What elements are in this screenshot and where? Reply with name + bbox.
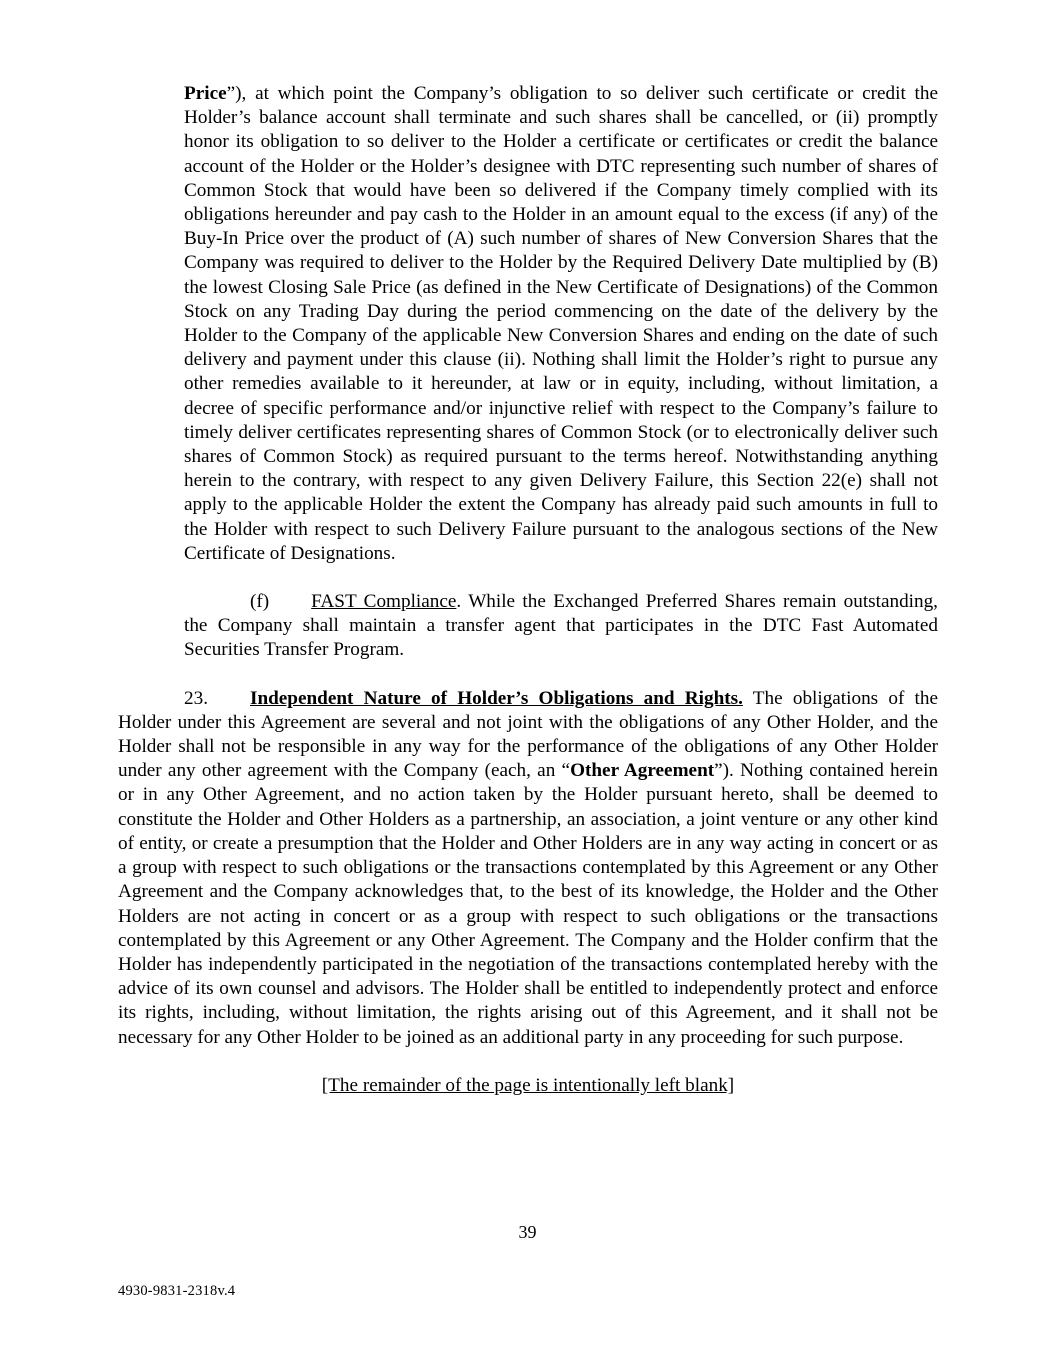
- paragraph-22e-body: ”), at which point the Company’s obligation to so deliver such certificate or credit the Holder’s balance account shall terminate and such shares shall be cancelled, or (ii) promptly honor its obligation to so deliver to the Holder a certificate or certificates or credit the balance account of the Holder or the Holder’s designee with DTC representing such number of shares of Common Stock that would have been so delivered if the Company timely complied with its obligations hereunder and pay cash to the Holder in an amount equal to the excess (if any) of the Buy-In Price over the product of (A) such number of shares of New Conversion Shares that the Company was required to deliver to the Holder by the Required Delivery Date multiplied by (B) the lowest Closing Sale Price (as defined in the New Certificate of Designations) of the Common Stock on any Trading Day during the period commencing on the date of the delivery by the Holder to the Company of the applicable New Conversion Shares and ending on the date of such delivery and payment under this clause (ii). Nothing shall limit the Holder’s right to pursue any other remedies available to it hereunder, at law or in equity, including, without limitation, a decree of specific performance and/or injunctive relief with respect to the Company’s failure to timely deliver certificates representing shares of Common Stock (or to electronically deliver such shares of Common Stock) as required pursuant to the terms hereof. Notwithstanding anything herein to the contrary, with respect to any given Delivery Failure, this Section 22(e) shall not apply to the applicable Holder the extent the Company has already paid such amounts in full to the Holder with respect to such Delivery Failure pursuant to the analogous sections of the New Certificate of Designations.: [184, 83, 938, 564]
- section-23-body-part2: ”). Nothing contained herein or in any Other Agreement, and no action taken by the Holder pursuant hereto, shall be deemed to constitute the Holder and Other Holders as a partnership, an association, a joint venture or any other kind of entity, or create a presumption that the Holder and Other Holders are in any way acting in concert or as a group with respect to such obligations or the transactions contemplated by this Agreement or any Other Agreement and the Company acknowledges that, to the best of its knowledge, the Holder and the Other Holders are not acting in concert or as a group with respect to such obligations or the transactions contemplated by this Agreement or any Other Agreement. The Company and the Holder confirm that the Holder has independently participated in the negotiation of the transactions contemplated hereby with the advice of its own counsel and advisors. The Holder shall be entitled to independently protect and enforce its rights, including, without limitation, the rights arising out of this Agreement, and it shall not be necessary for any Other Holder to be joined as an additional party in any proceeding for such purpose.: [118, 760, 939, 1048]
- section-23-text: [118, 687, 938, 1050]
- paragraph-spacer-2: [118, 663, 938, 687]
- footer-document-code: 4930-9831-2318v.4: [118, 1283, 236, 1299]
- paragraph-22e-continued: [184, 82, 938, 566]
- section-23-number: 23.: [184, 687, 208, 709]
- paragraph-22f-heading: FAST Compliance: [311, 591, 457, 613]
- section-23: [118, 687, 938, 1050]
- paragraph-spacer-1: [118, 566, 938, 590]
- price-defined-term: Price: [184, 83, 227, 104]
- other-agreement-defined-term: Other Agreement: [570, 760, 715, 782]
- remainder-note: [118, 1074, 938, 1098]
- section-23-body-part1: The obligations of the Holder under this Agreement are several and not joint with the obligations of any Other Holder, and the Holder shall not be responsible in any way for the performance of the obligations of any Other Holder under any other agreement with the Company (each, an “: [118, 687, 938, 782]
- paragraph-22f-marker: (f): [250, 591, 270, 613]
- section-23-heading: Independent Nature of Holder’s Obligations and Rights.: [249, 687, 743, 709]
- remainder-note-text: [The remainder of the page is intentionally left blank]: [321, 1074, 735, 1096]
- paragraph-spacer-3: [118, 1050, 938, 1074]
- page-number: 39: [518, 1222, 537, 1242]
- paragraph-22f-body: . While the Exchanged Preferred Shares remain outstanding, the Company shall maintain a transfer agent that participates in the DTC Fast Automated Securities Transfer Program.: [184, 591, 938, 661]
- page-content: [118, 82, 938, 1098]
- paragraph-22e-text: [184, 82, 938, 566]
- paragraph-22f-text: [184, 590, 938, 663]
- paragraph-22f: [184, 590, 938, 663]
